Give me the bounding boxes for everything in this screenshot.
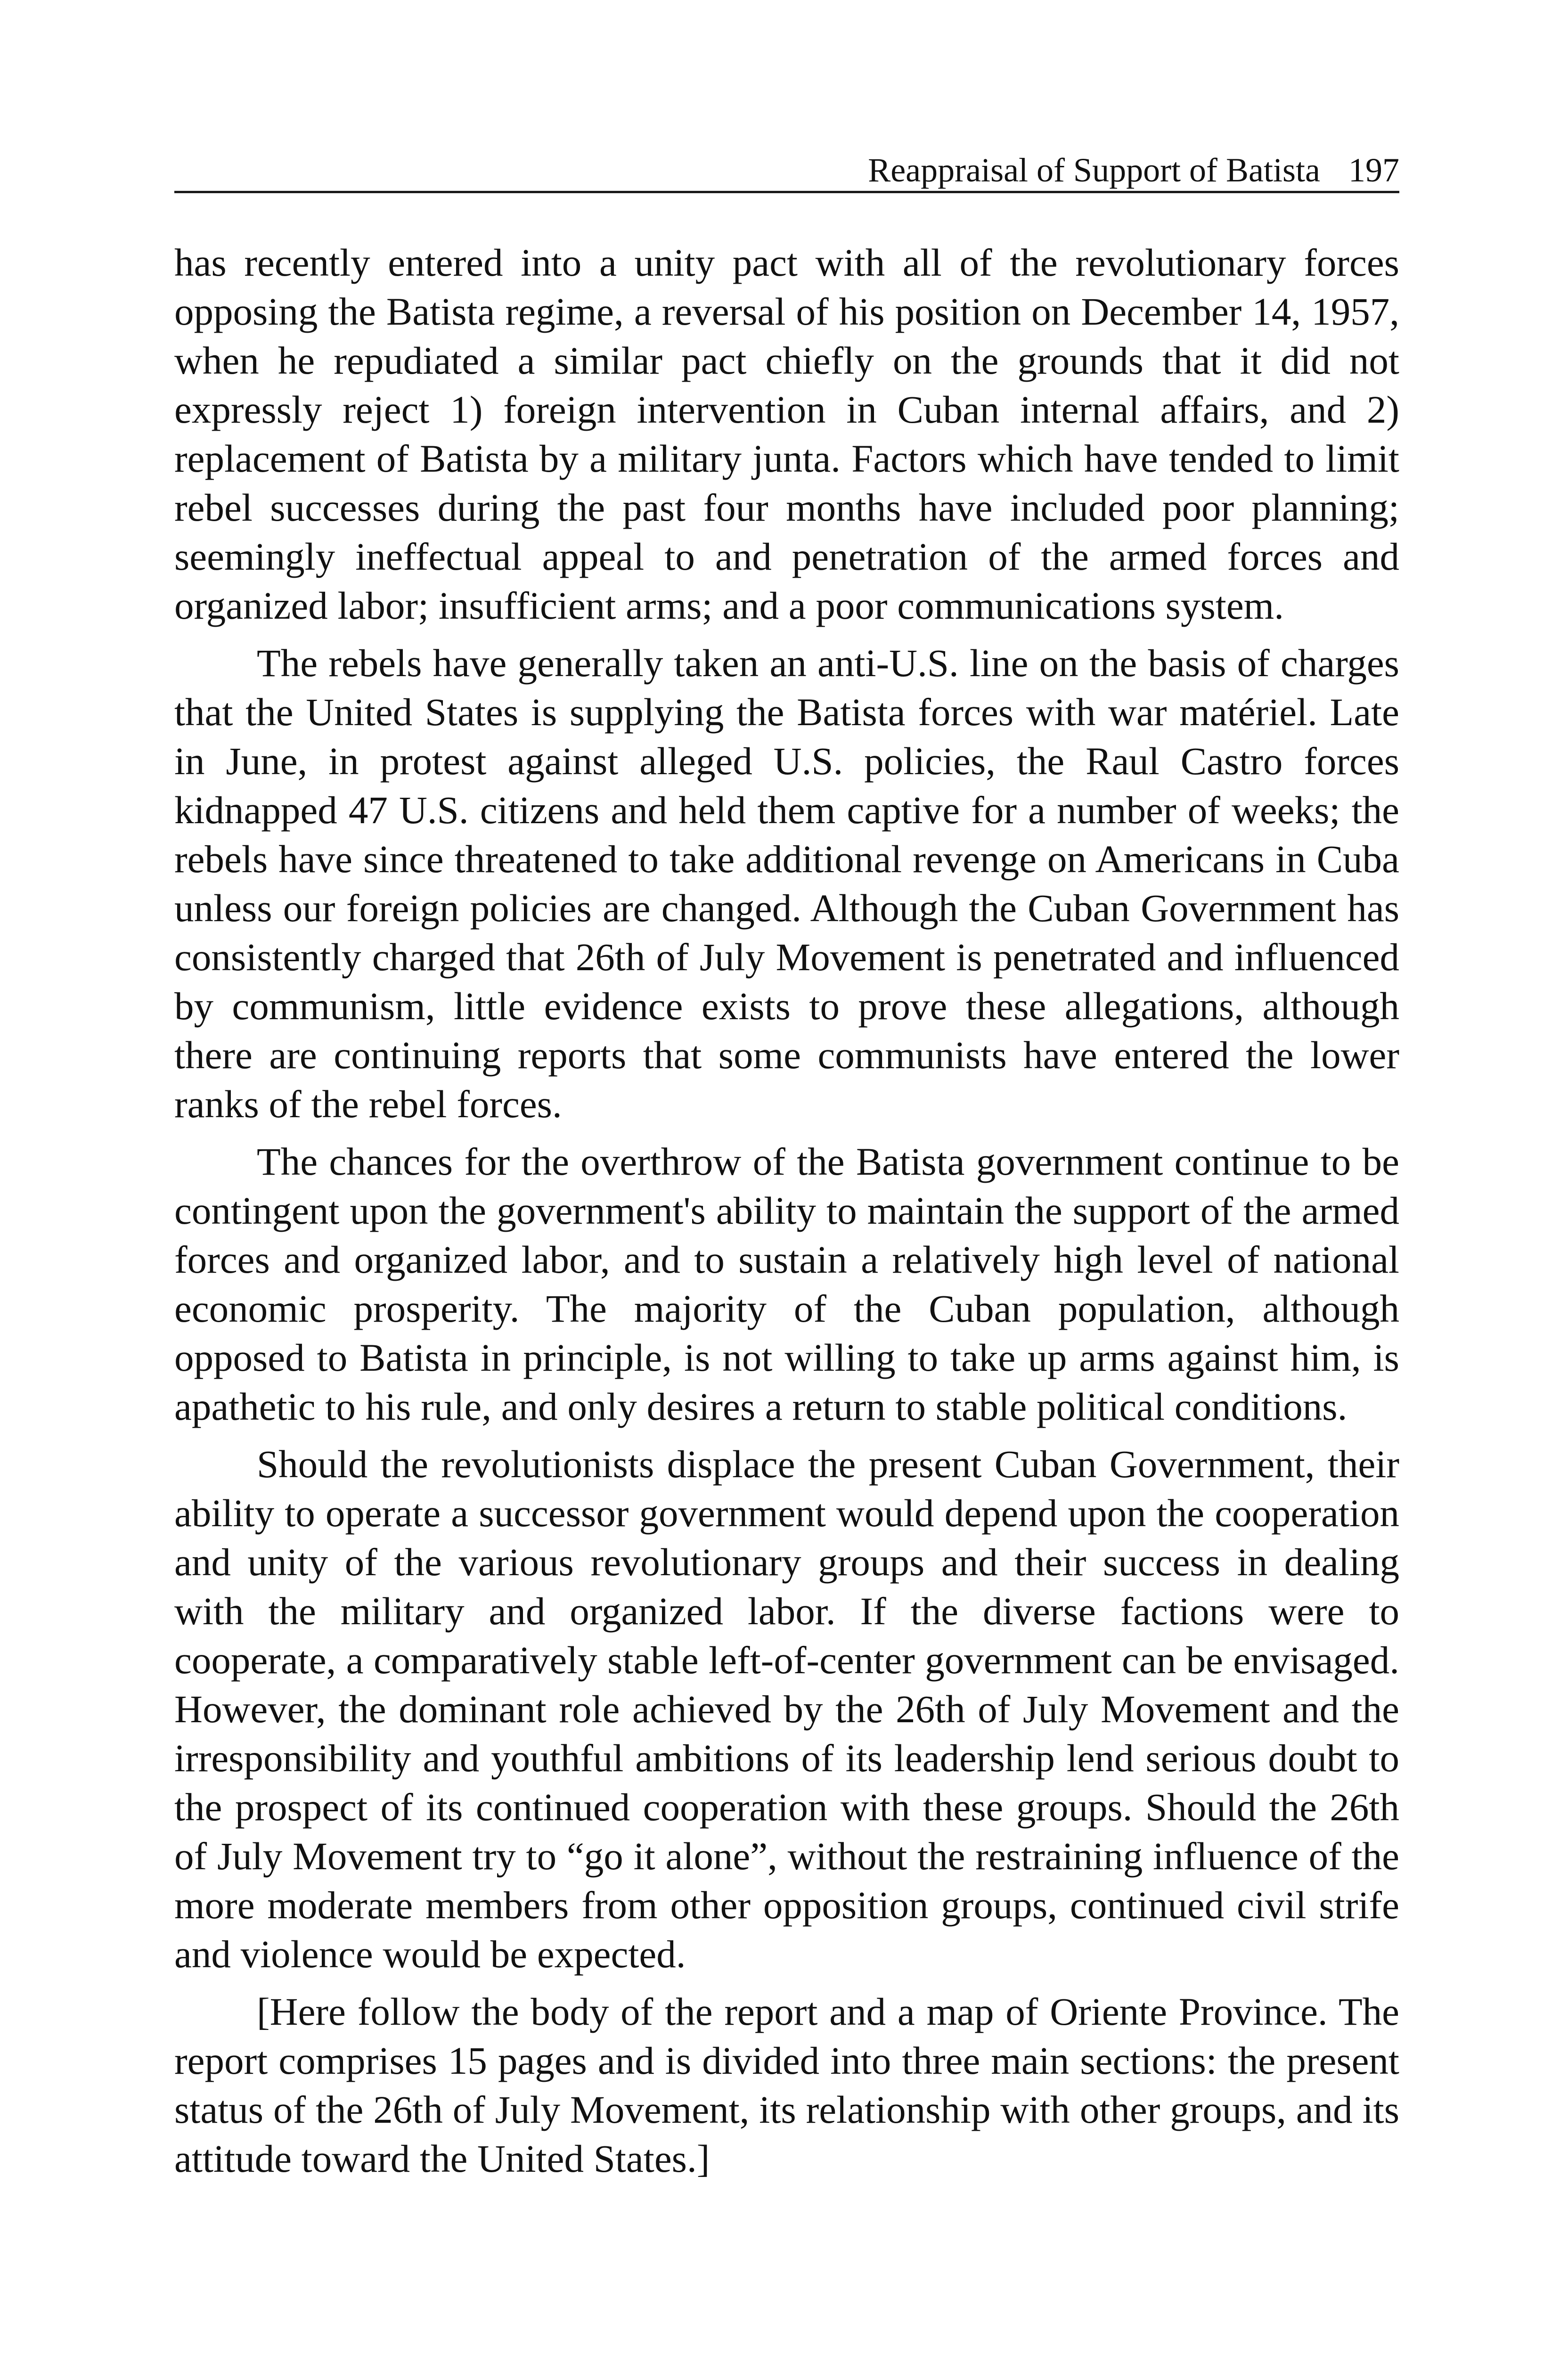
running-title: Reappraisal of Support of Batista <box>868 151 1320 189</box>
paragraph-successor-government: Should the revolutionists displace the present Cuban Government, their ability to operate a successor government would depend upon the cooperation and unity of the various revolutionary groups and their success in dealing with the military and organized labor. If the diverse factions were to cooperate, a comparatively stable left-of-center government can be envisaged. However, the dominant role achieved by the 26th of July Movement and the irresponsibility and youthful ambitions of its leadership lend serious doubt to the prospect of its continued cooperation with these groups. Should the 26th of July Movement try to “go it alone”, without the restraining influence of the more moderate members from other opposition groups, continued civil strife and violence would be expected. <box>174 1442 1399 1976</box>
paragraph-continuation: has recently entered into a unity pact with all of the revolutionary forces opposing the Batista regime, a reversal of his position on December 14, 1957, when he repudiated a similar pact chiefly on the grounds that it did not expressly reject 1) foreign intervention in Cuban internal affairs, and 2) replacement of Batista by a military junta. Factors which have tended to limit rebel successes during the past four months have included poor planning; seemingly ineffectual appeal to and penetration of the armed forces and organized labor; insufficient arms; and a poor communications system. <box>174 241 1399 627</box>
paragraph-editorial-note: [Here follow the body of the report and a map of Oriente Province. The report comprises 15 pages and is divided into three main sections: the present status of the 26th of July Movement, its relationship with other groups, and its attitude toward the United States.] <box>174 1990 1399 2180</box>
paragraph-rebels-anti-us: The rebels have generally taken an anti-U.S. line on the basis of charges that the United States is supplying the Batista forces with war matériel. Late in June, in protest against alleged U.S. policies, the Raul Castro forces kidnapped 47 U.S. citizens and held them captive for a number of weeks; the rebels have since threatened to take additional revenge on Americans in Cuba unless our foreign policies are changed. Although the Cuban Government has consistently charged that 26th of July Movement is penetrated and influenced by communism, little evidence exists to prove these allegations, although there are continuing reports that some communists have entered the lower ranks of the rebel forces. <box>174 641 1399 1126</box>
body-text <box>174 238 1399 2183</box>
paragraph-overthrow-chances: The chances for the overthrow of the Batista government continue to be contingent upon the government's ability to maintain the support of the armed forces and organized labor, and to sustain a relatively high level of national economic prosperity. The majority of the Cuban population, although opposed to Batista in principle, is not willing to take up arms against him, is apathetic to his rule, and only desires a return to stable political conditions. <box>174 1140 1399 1428</box>
page-number: 197 <box>1348 151 1399 189</box>
running-header <box>174 141 1399 193</box>
